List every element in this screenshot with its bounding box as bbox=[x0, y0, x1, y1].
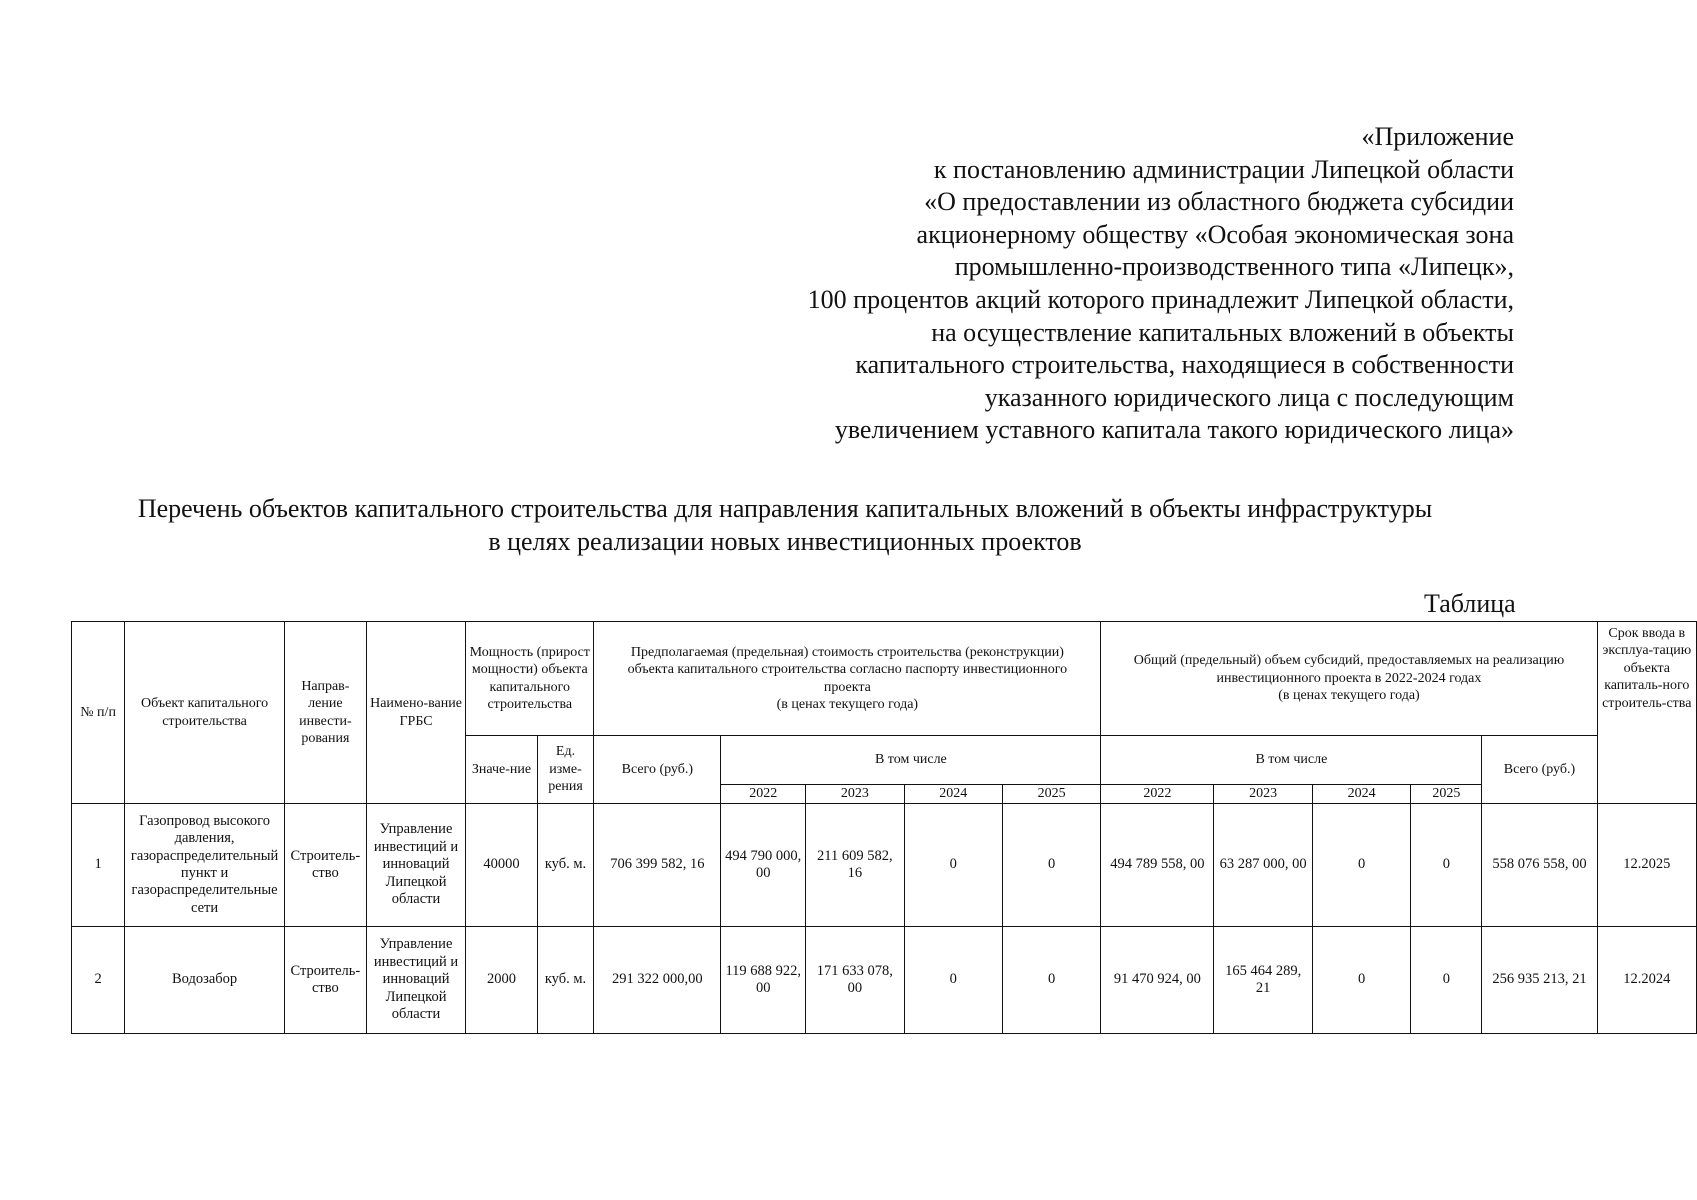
header-cost-year: 2024 bbox=[904, 785, 1002, 804]
header-capacity: Мощность (прирост мощности) объекта капитального строительства bbox=[466, 622, 594, 736]
header-direction: Направ-ление инвести-рования bbox=[284, 622, 366, 804]
appendix-line: акционерному обществу «Особая экономическая зона bbox=[916, 219, 1514, 249]
cell-cost-2023: 171 633 078, 00 bbox=[806, 927, 904, 1034]
header-grbs: Наимено-вание ГРБС bbox=[366, 622, 465, 804]
cell-subsidy-2023: 165 464 289, 21 bbox=[1214, 927, 1312, 1034]
header-cost-year: 2022 bbox=[721, 785, 806, 804]
header-object: Объект капитального строительства bbox=[125, 622, 285, 804]
header-deadline: Срок ввода в эксплуа-тацию объекта капиталь-ного строитель-ства bbox=[1597, 622, 1696, 804]
appendix-line: увеличением уставного капитала такого юридического лица» bbox=[834, 415, 1514, 445]
cell-grbs: Управление инвестиций и инноваций Липецкой области bbox=[366, 804, 465, 927]
appendix-line: промышленно-производственного типа «Липецк», bbox=[954, 252, 1514, 282]
cell-cost-2025: 0 bbox=[1002, 804, 1100, 927]
cell-cost-total: 291 322 000,00 bbox=[594, 927, 721, 1034]
cell-capacity-value: 2000 bbox=[466, 927, 537, 1034]
cell-cost-2024: 0 bbox=[904, 927, 1002, 1034]
header-subsidy-including: В том числе bbox=[1101, 736, 1482, 785]
appendix-line: «Приложение bbox=[1361, 122, 1514, 151]
cell-subsidy-2024: 0 bbox=[1312, 927, 1410, 1034]
cell-capacity-unit: куб. м. bbox=[537, 927, 594, 1034]
cell-grbs: Управление инвестиций и инноваций Липецкой области bbox=[366, 927, 465, 1034]
cell-deadline: 12.2024 bbox=[1597, 927, 1696, 1034]
header-subsidy-year: 2024 bbox=[1312, 785, 1410, 804]
objects-table bbox=[71, 621, 1697, 1034]
cell-num: 2 bbox=[72, 927, 125, 1034]
header-cost-including: В том числе bbox=[721, 736, 1101, 785]
header-cost-total: Всего (руб.) bbox=[594, 736, 721, 804]
cell-deadline: 12.2025 bbox=[1597, 804, 1696, 927]
cell-subsidy-2022: 91 470 924, 00 bbox=[1101, 927, 1214, 1034]
cell-capacity-unit: куб. м. bbox=[537, 804, 594, 927]
cell-direction: Строитель-ство bbox=[284, 927, 366, 1034]
cell-subsidy-2022: 494 789 558, 00 bbox=[1101, 804, 1214, 927]
appendix-line: «О предоставлении из областного бюджета субсидии bbox=[924, 187, 1514, 217]
appendix-line: 100 процентов акций которого принадлежит Липецкой области, bbox=[807, 284, 1514, 314]
appendix-line: на осуществление капитальных вложений в объекты bbox=[931, 317, 1514, 347]
cell-subsidy-2023: 63 287 000, 00 bbox=[1214, 804, 1312, 927]
header-subsidy-year: 2025 bbox=[1411, 785, 1482, 804]
appendix-line: к постановлению администрации Липецкой области bbox=[933, 154, 1514, 184]
cell-object: Водозабор bbox=[125, 927, 285, 1034]
header-capacity-value: Значе-ние bbox=[466, 736, 537, 804]
header-cost bbox=[594, 622, 1101, 736]
table-label: Таблица bbox=[1424, 589, 1516, 618]
header-cost-line: Предполагаемая (предельная) стоимость строительства (реконструкции) bbox=[630, 644, 1064, 660]
header-subsidy-line: (в ценах текущего года) bbox=[1278, 688, 1420, 704]
header-cost-year: 2023 bbox=[806, 785, 904, 804]
cell-num: 1 bbox=[72, 804, 125, 927]
header-cost-line: проекта bbox=[823, 679, 871, 695]
cell-subsidy-2025: 0 bbox=[1411, 804, 1482, 927]
header-num: № п/п bbox=[72, 622, 125, 804]
cell-cost-2024: 0 bbox=[904, 804, 1002, 927]
table-row bbox=[72, 927, 1697, 1034]
cell-capacity-value: 40000 bbox=[466, 804, 537, 927]
header-subsidy-year: 2022 bbox=[1101, 785, 1214, 804]
cell-cost-2022: 494 790 000, 00 bbox=[721, 804, 806, 927]
header-cost-line: объекта капитального строительства согласно паспорту инвестиционного bbox=[627, 662, 1068, 678]
header-cost-line: (в ценах текущего года) bbox=[776, 696, 919, 712]
appendix-block bbox=[808, 121, 1514, 447]
cell-cost-2025: 0 bbox=[1002, 927, 1100, 1034]
cell-cost-total: 706 399 582, 16 bbox=[594, 804, 721, 927]
title-line-1: Перечень объектов капитального строительства для направления капитальных вложений в объекты инфраструктуры bbox=[137, 494, 1433, 523]
header-cost-year: 2025 bbox=[1002, 785, 1100, 804]
appendix-line: указанного юридического лица с последующим bbox=[984, 382, 1514, 412]
cell-direction: Строитель-ство bbox=[284, 804, 366, 927]
cell-subsidy-2024: 0 bbox=[1312, 804, 1410, 927]
title-line-2: в целях реализации новых инвестиционных проектов bbox=[488, 527, 1082, 556]
appendix-line: капитального строительства, находящиеся в собственности bbox=[855, 350, 1514, 380]
header-subsidy-line: Общий (предельный) объем субсидий, предоставляемых на реализацию bbox=[1133, 653, 1565, 669]
table-row bbox=[72, 804, 1697, 927]
cell-subsidy-total: 256 935 213, 21 bbox=[1482, 927, 1597, 1034]
document-title bbox=[50, 492, 1520, 558]
header-subsidy-line: инвестиционного проекта в 2022-2024 годах bbox=[1216, 670, 1482, 686]
cell-subsidy-total: 558 076 558, 00 bbox=[1482, 804, 1597, 927]
header-subsidy bbox=[1101, 622, 1597, 736]
cell-object: Газопровод высокого давления, газораспределительный пункт и газораспределительные сети bbox=[125, 804, 285, 927]
cell-cost-2022: 119 688 922, 00 bbox=[721, 927, 806, 1034]
header-subsidy-total: Всего (руб.) bbox=[1482, 736, 1597, 804]
header-row-1 bbox=[72, 622, 1697, 736]
cell-subsidy-2025: 0 bbox=[1411, 927, 1482, 1034]
header-subsidy-year: 2023 bbox=[1214, 785, 1312, 804]
header-capacity-unit: Ед. изме-рения bbox=[537, 736, 594, 804]
cell-cost-2023: 211 609 582, 16 bbox=[806, 804, 904, 927]
